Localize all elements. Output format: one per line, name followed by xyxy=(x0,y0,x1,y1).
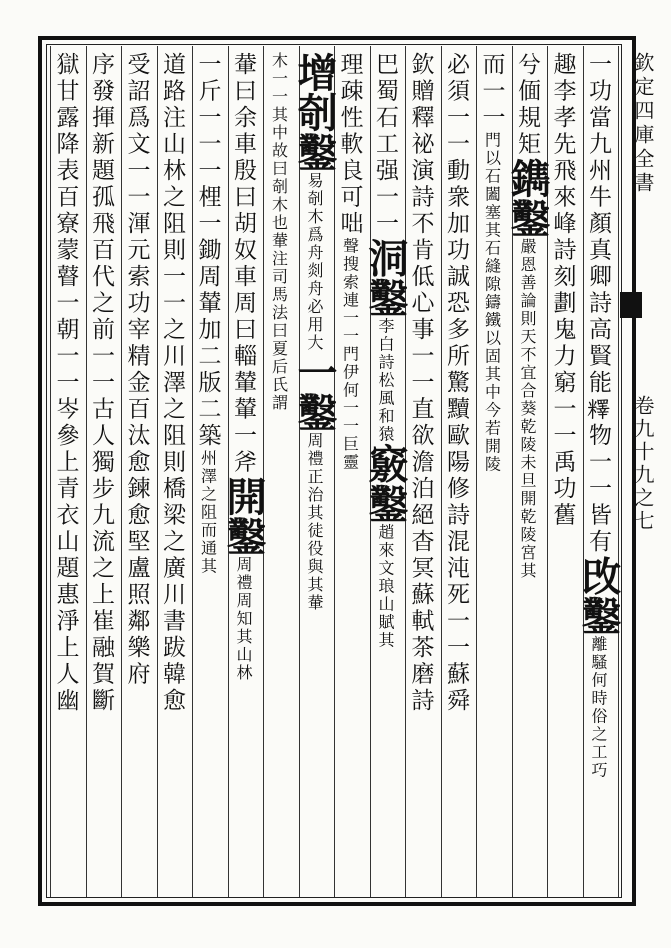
volume-label: 卷九十九之七 xyxy=(631,395,655,533)
column-text: 輂曰余車殷曰胡奴車周曰輜輦輦一斧 xyxy=(230,52,256,476)
text-column xyxy=(157,52,193,892)
entry-heading: 增剞鑿 xyxy=(291,52,338,172)
text-column xyxy=(476,52,512,892)
text-column xyxy=(192,52,228,892)
column-text: 州澤之阻而通其 xyxy=(198,449,218,576)
column-text: 必須一一動衆加功誠恐多所驚黷歐陽修詩混沌死一一蘇舜 xyxy=(443,52,469,715)
column-text: 聲搜索連一一 xyxy=(340,237,360,346)
column-text: 而一一 xyxy=(478,52,505,132)
text-column xyxy=(362,52,409,892)
text-column xyxy=(504,52,551,892)
column-text: 易剞木爲舟剡舟必用大 xyxy=(305,172,324,352)
fish-tail-mark xyxy=(620,292,642,318)
column-text: 序發揮新題孤飛百代之前一一古人獨步九流之上崔融賀斷 xyxy=(88,52,114,715)
text-column xyxy=(334,52,370,892)
text-column xyxy=(220,52,267,892)
column-text: 周禮周知其山林 xyxy=(234,556,253,682)
column-text: 巴蜀石工强一一 xyxy=(372,52,398,238)
column-text: 離騷何時俗之工巧 xyxy=(589,635,608,780)
text-column xyxy=(441,52,477,892)
column-text: 周禮正治其徒役與其輂 xyxy=(305,432,324,612)
text-column xyxy=(86,52,122,892)
text-column xyxy=(547,52,583,892)
column-text: 理疎性軟良可咄 xyxy=(336,52,363,238)
entry-heading: 竅鑿 xyxy=(362,443,409,524)
entry-heading: 攺鑿 xyxy=(575,555,622,636)
text-column xyxy=(263,52,299,892)
column-text: 門伊何一一巨靈 xyxy=(340,345,360,472)
text-column xyxy=(50,52,86,892)
column-text: 門以石闔塞其石縫隙鑄鐵以固其中今若開陵 xyxy=(482,131,502,474)
column-text: 欽贈釋祕演詩不肯低心事一一直欲澹泊絕杳冥蘇軾茶磨詩 xyxy=(407,52,434,715)
column-text: 李白詩松風和猿 xyxy=(376,317,395,444)
column-text: 趙來文琅山賦其 xyxy=(376,523,395,650)
column-text: 輂注司馬法曰夏后氏謂 xyxy=(269,232,289,412)
text-column xyxy=(291,52,338,892)
text-column xyxy=(405,52,441,892)
column-text: 趣李孝先飛來峰詩刻劃鬼力窮一一禹功舊 xyxy=(549,52,576,529)
entry-heading: 洞鑿 xyxy=(362,237,409,318)
column-text: 嚴恩善論則天不宜合葵乾陵未旦開乾陵宮其 xyxy=(518,238,537,580)
column-text: 道路注山林之阻則一一之川澤之阻則橋梁之廣川書跋韓愈 xyxy=(159,52,185,715)
column-text: 一功當九州牛顏真卿詩高賢能𥼶物一一皆有 xyxy=(585,52,611,556)
column-text: 受詔爲文一一渾元索功宰精金百汰愈鍊愈堅盧照鄰樂府 xyxy=(123,52,150,688)
book-title: 欽定四庫全書 xyxy=(631,52,655,196)
text-column xyxy=(121,52,157,892)
column-rule xyxy=(618,46,619,897)
entry-heading: 一鑿 xyxy=(291,352,338,432)
column-text: 獄甘露降表百寮蒙瞽一朝一一岑參上青衣山題惠淨上人幽 xyxy=(52,52,79,715)
column-text: 木一一其中故曰剞木也 xyxy=(269,52,289,232)
column-text: 一斤一一一梩一鋤周輦加二版二築 xyxy=(194,52,221,450)
text-column xyxy=(575,52,622,892)
entry-heading: 鐫鑿 xyxy=(504,158,551,238)
column-text: 兮偭規矩 xyxy=(514,52,540,158)
entry-heading: 開鑿 xyxy=(220,476,267,556)
